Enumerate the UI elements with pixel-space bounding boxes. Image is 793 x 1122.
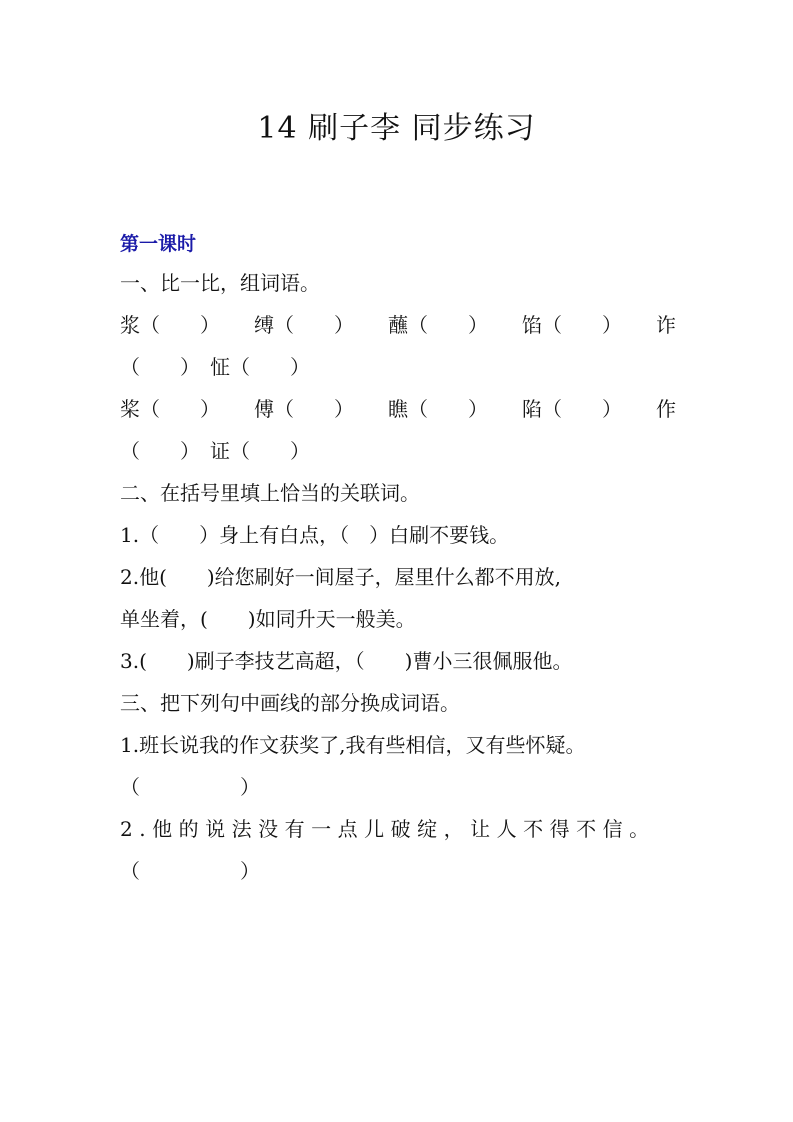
section2-question-2-line2: 单坐着，( )如同升天一般美。 — [120, 607, 416, 631]
lesson-heading: 第一课时 — [120, 233, 197, 255]
word-blank-item: 瞧（ ） — [388, 397, 488, 421]
section3-question-2: 2.他的说法没有一点儿破绽，让人不得不信。 — [120, 817, 656, 841]
section1-row1 — [120, 304, 676, 346]
section3-answer-1: （ ） — [120, 775, 260, 799]
section1-row1-continuation: （ ） 怔（ ） — [120, 355, 310, 379]
word-blank-item: 馅（ ） — [522, 313, 622, 337]
word-blank-item: 浆（ ） — [120, 313, 220, 337]
word-blank-item: 蘸（ ） — [388, 313, 488, 337]
section1-row2-continuation: （ ） 证（ ） — [120, 439, 310, 463]
word-blank-item: 诈 — [656, 313, 676, 337]
section2-question-1: 1.（ ）身上有白点，（ ）白刷不要钱。 — [120, 523, 510, 547]
word-blank-item: 缚（ ） — [254, 313, 354, 337]
section3-question-1: 1.班长说我的作文获奖了,我有些相信，又有些怀疑。 — [120, 733, 586, 757]
word-blank-item: 桨（ ） — [120, 397, 220, 421]
page-title: 14 刷子李 同步练习 — [257, 111, 536, 146]
section2-question-3: 3.( )刷子李技艺高超，（ )曹小三很佩服他。 — [120, 649, 573, 673]
section2-question-2-line1: 2.他( )给您刷好一间屋子，屋里什么都不用放, — [120, 565, 562, 589]
worksheet-content — [120, 226, 676, 892]
word-blank-item: 陷（ ） — [522, 397, 622, 421]
section2-heading: 二、在括号里填上恰当的关联词。 — [120, 481, 420, 505]
word-blank-item: 作 — [656, 397, 676, 421]
section3-answer-2: （ ） — [120, 859, 260, 883]
section1-row2 — [120, 388, 676, 430]
word-blank-item: 傅（ ） — [254, 397, 354, 421]
section1-heading: 一、比一比，组词语。 — [120, 271, 320, 295]
section3-heading: 三、把下列句中画线的部分换成词语。 — [120, 691, 460, 715]
